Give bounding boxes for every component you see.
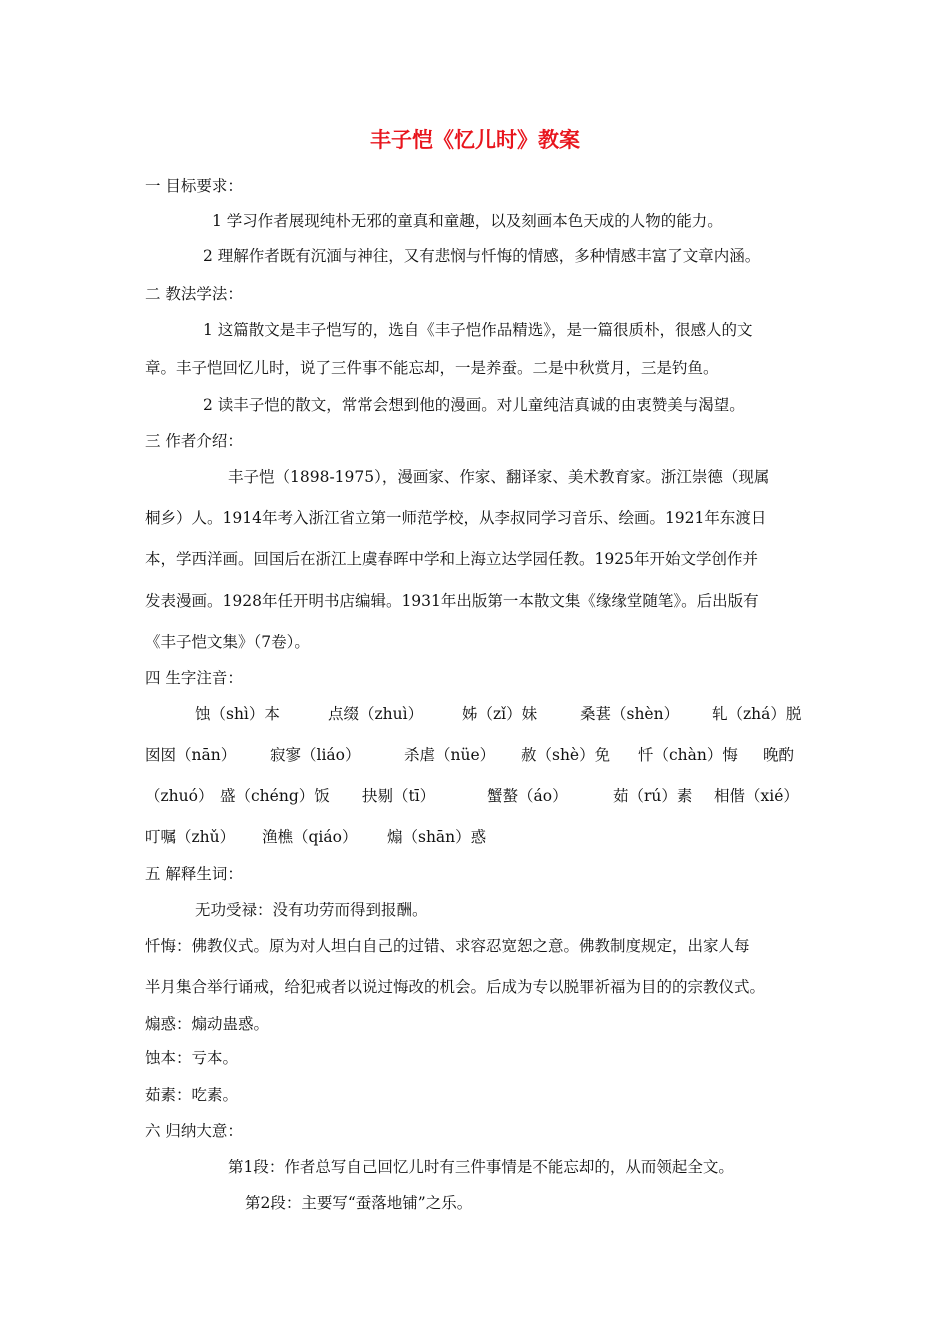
pinyin-entry: 寂寥（liáo） <box>270 746 361 764</box>
pinyin-entry: 茹（rú）素 <box>613 787 693 805</box>
text-line: 发表漫画。1928年任开明书店编辑。1931年出版第一本散文集《缘缘堂随笔》。后出版有 <box>145 592 759 610</box>
pinyin-entry: （zhuó） <box>145 787 214 805</box>
pinyin-entry: 赦（shè）免 <box>521 746 611 764</box>
pinyin-entry: 蟹螯（áo） <box>487 787 568 805</box>
section-5-heading: 五 解释生词： <box>145 865 243 883</box>
text-line: 茹素：吃素。 <box>145 1086 239 1104</box>
page-title: 丰子恺《忆儿时》教案 <box>370 128 580 152</box>
text-line: 2 读丰子恺的散文，常常会想到他的漫画。对儿童纯洁真诚的由衷赞美与渴望。 <box>203 396 745 414</box>
text-line: 章。丰子恺回忆儿时，说了三件事不能忘却，一是养蚕。二是中秋赏月，三是钓鱼。 <box>145 359 719 377</box>
pinyin-entry: 点缀（zhuì） <box>328 705 424 723</box>
section-3-heading: 三 作者介绍： <box>145 432 243 450</box>
text-line: 煽惑：煽动蛊惑。 <box>145 1015 270 1033</box>
pinyin-entry: 煽（shān）惑 <box>387 828 487 846</box>
text-line: 本，学西洋画。回国后在浙江上虞春晖中学和上海立达学园任教。1925年开始文学创作并 <box>145 550 758 568</box>
pinyin-entry: 杀虐（nüe） <box>404 746 496 764</box>
pinyin-row <box>0 704 950 724</box>
section-4-heading: 四 生字注音： <box>145 669 243 687</box>
pinyin-entry: 叮嘱（zhǔ） <box>145 828 236 846</box>
pinyin-entry: 姊（zǐ）妹 <box>462 705 538 723</box>
pinyin-entry: 渔樵（qiáo） <box>262 828 358 846</box>
text-line: 1 学习作者展现纯朴无邪的童真和童趣，以及刻画本色天成的人物的能力。 <box>212 212 723 230</box>
text-line: 第1段：作者总写自己回忆儿时有三件事情是不能忘却的，从而领起全文。 <box>228 1158 734 1176</box>
text-line: 丰子恺（1898-1975），漫画家、作家、翻译家、美术教育家。浙江崇德（现属 <box>228 468 770 486</box>
text-line: 1 这篇散文是丰子恺写的，选自《丰子恺作品精选》，是一篇很质朴，很感人的文 <box>203 321 753 339</box>
pinyin-entry: 忏（chàn）悔 <box>638 746 738 764</box>
text-line: 《丰子恺文集》（7卷）。 <box>145 633 310 651</box>
pinyin-entry: 轧（zhá）脱 <box>712 705 802 723</box>
section-6-heading: 六 归纳大意： <box>145 1122 243 1140</box>
text-line: 无功受禄：没有功劳而得到报酬。 <box>195 901 428 919</box>
text-line: 蚀本：亏本。 <box>145 1049 239 1067</box>
pinyin-entry: 囡囡（nān） <box>145 746 237 764</box>
text-line: 第2段：主要写“蚕落地铺”之乐。 <box>245 1194 473 1212</box>
text-line: 桐乡）人。1914年考入浙江省立第一师范学校，从李叔同学习音乐、绘画。1921年东渡日 <box>145 509 767 527</box>
pinyin-entry: 盛（chéng）饭 <box>220 787 330 805</box>
pinyin-entry: 蚀（shì）本 <box>195 705 280 723</box>
section-1-heading: 一 目标要求： <box>145 177 243 195</box>
pinyin-entry: 抉剔（tī） <box>362 787 436 805</box>
pinyin-entry: 相偕（xié） <box>714 787 799 805</box>
pinyin-entry: 桑葚（shèn） <box>580 705 680 723</box>
pinyin-entry: 晚酌 <box>763 746 795 764</box>
pinyin-row <box>0 745 950 765</box>
text-line: 忏悔：佛教仪式。原为对人坦白自己的过错、求容忍宽恕之意。佛教制度规定，出家人每 <box>145 937 750 955</box>
text-line: 半月集合举行诵戒，给犯戒者以说过悔改的机会。后成为专以脱罪祈福为目的的宗教仪式。 <box>145 978 766 996</box>
section-2-heading: 二 教法学法： <box>145 285 243 303</box>
pinyin-row <box>0 827 950 847</box>
pinyin-row <box>0 786 950 806</box>
text-line: 2 理解作者既有沉湎与神往，又有悲悯与忏悔的情感，多种情感丰富了文章内涵。 <box>203 247 761 265</box>
